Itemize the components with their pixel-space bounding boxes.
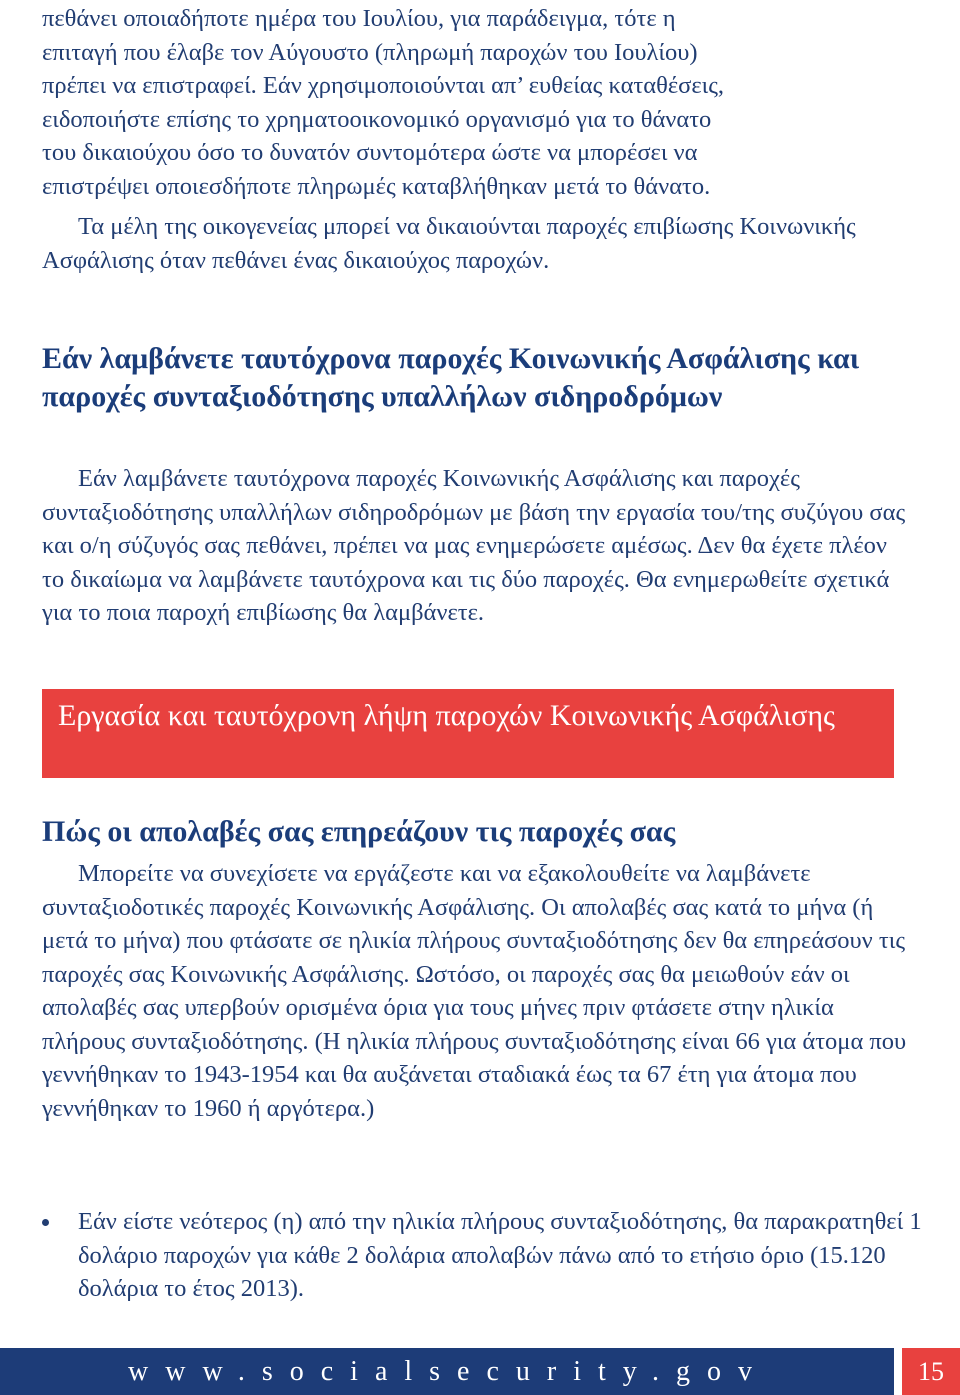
page-number: 15 (918, 1357, 944, 1386)
footer-bar (0, 1348, 894, 1395)
footer-website-link[interactable]: www.socialsecurity.gov (128, 1356, 769, 1387)
section-banner-title: Εργασία και ταυτόχρονη λήψη παροχών Κοινωνικής Ασφάλισης (58, 699, 835, 732)
earnings-heading: Πώς οι απολαβές σας επηρεάζουν τις παροχές σας (42, 815, 676, 848)
earnings-paragraph: Μπορείτε να συνεχίσετε να εργάζεστε και να εξακολουθείτε να λαμβάνετε συνταξιοδοτικές παροχές Κοινωνικής Ασφάλισης. Οι απολαβές σας κατά το μήνα (ή μετά το μήνα) που φτάσατε σε ηλικία πλήρους συνταξιοδότησης δεν θα επηρεάσουν τις παροχές σας Κοινωνικής Ασφάλισης. Ωστόσο, οι παροχές σας θα μειωθούν εάν οι απολαβές σας υπερβούν ορισμένα όρια για τους μήνες πριν φτάσετε στην ηλικία πλήρους συνταξιοδότησης. (Η ηλικία πλήρους συνταξιοδότησης είναι 66 για άτομα που γεννήθηκαν το 1943-1954 και θα αυξάνεται σταδιακά έως τα 67 έτη για άτομα που γεννήθηκαν το 1960 ή αργότερα.) (42, 860, 907, 1122)
intro-paragraph (42, 2, 912, 203)
railroad-benefits-heading: Εάν λαμβάνετε ταυτόχρονα παροχές Κοινωνικής Ασφάλισης και παροχές συνταξιοδότησης υπαλλήλων σιδηροδρόμων (42, 342, 860, 413)
page-footer (0, 1348, 960, 1395)
section-banner (42, 689, 894, 778)
intro-line: του δικαιούχου όσο το δυνατόν συντομότερα ώστε να μπορέσει να (42, 139, 698, 166)
intro-line: επιστρέψει οποιεσδήποτε πληρωμές καταβλήθηκαν μετά το θάνατο. (42, 172, 711, 200)
intro-line: πρέπει να επιστραφεί. Εάν χρησιμοποιούνται απ’ ευθείας καταθέσεις, (42, 72, 725, 99)
railroad-benefits-paragraph: Εάν λαμβάνετε ταυτόχρονα παροχές Κοινωνικής Ασφάλισης και παροχές συνταξιοδότησης υπαλλήλων σιδηροδρόμων με βάση την εργασία του/της συζύγου σας και ο/η σύζυγός σας πεθάνει, πρέπει να μας ενημερώσετε αμέσως. Δεν θα έχετε πλέον το δικαίωμα να λαμβάνετε ταυτόχρονα και τις δύο παροχές. Θα ενημερωθείτε σχετικά για το ποια παροχή επιβίωσης θα λαμβάνετε. (42, 465, 906, 626)
intro-line: ειδοποιήστε επίσης το χρηματοοικονομικό οργανισμό για το θάνατο (42, 105, 712, 133)
bullet-icon (42, 1219, 49, 1226)
intro-line: πεθάνει οποιαδήποτε ημέρα του Ιουλίου, για παράδειγμα, τότε η (42, 5, 676, 32)
survivor-benefits-paragraph: Τα μέλη της οικογενείας μπορεί να δικαιούνται παροχές επιβίωσης Κοινωνικής Ασφάλισης όταν πεθάνει ένας δικαιούχος παροχών. (42, 213, 856, 274)
intro-line: επιταγή που έλαβε τον Αύγουστο (πληρωμή παροχών του Ιουλίου) (42, 38, 698, 66)
bullet-text: Εάν είστε νεότερος (η) από την ηλικία πλήρους συνταξιοδότησης, θα παρακρατηθεί 1 δολάριο παροχών για κάθε 2 δολάρια απολαβών πάνω από το ετήσιο όριο (15.120 δολάρια το έτος 2013). (78, 1208, 922, 1302)
page-number-box (902, 1348, 960, 1395)
